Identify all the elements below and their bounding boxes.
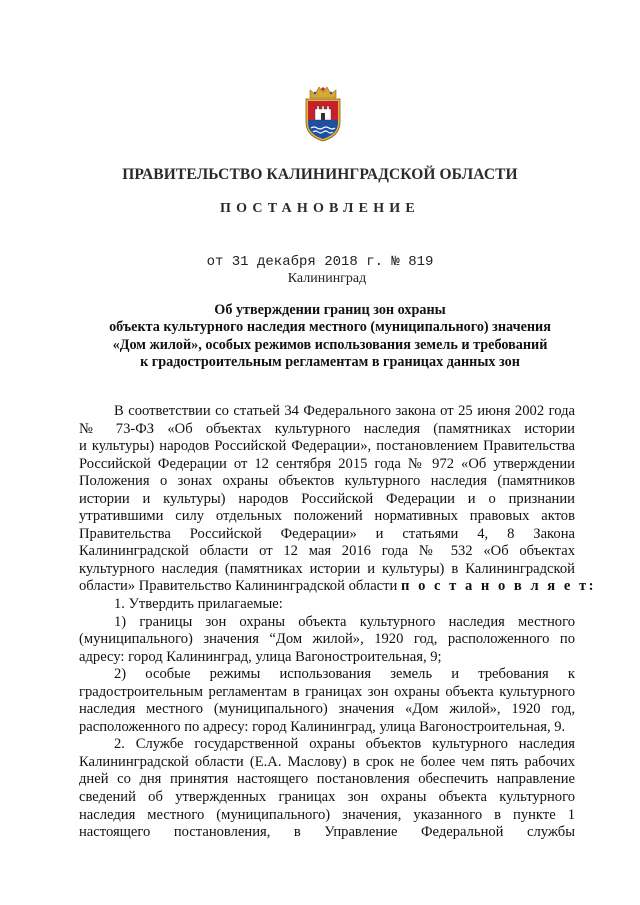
document-body: [79, 403, 596, 842]
body-line: истории и культуры) народов Российской Федерации и о признании: [79, 490, 575, 507]
body-line: (муниципального) значения “Дом жилой», 1920 год, расположенного по: [79, 631, 575, 648]
body-line: культурного наследия (памятниках истории и культуры) в Калининградской: [79, 560, 575, 577]
body-line: расположенного по адресу: город Калининград, улица Вагоностроительная, 9.: [79, 718, 566, 735]
body-line-text: области» Правительство Калининградской области: [79, 578, 398, 595]
body-line-with-decree-word: [79, 578, 596, 596]
body-line: дней со дня принятия настоящего постановления обеспечить направление: [79, 771, 575, 788]
date-and-number: от 31 декабря 2018 г. № 819: [206, 254, 434, 270]
body-line: 1) границы зон охраны объекта культурного наследия местного: [114, 613, 575, 630]
body-line: В соответствии со статьей 34 Федерального закона от 25 июня 2002 года: [114, 403, 575, 419]
decree-word: п о с т а н о в л я е т:: [401, 578, 596, 595]
body-line: наследия местного (муниципального) значения, указанного в пункте 1: [79, 806, 575, 823]
government-name: ПРАВИТЕЛЬСТВО КАЛИНИНГРАДСКОЙ ОБЛАСТИ: [122, 166, 518, 183]
body-line: Положения о зонах охраны объектов культурного наследия (памятников: [79, 473, 575, 490]
body-line: 2) особые режимы использования земель и требования к: [114, 666, 575, 683]
subject-line: объекта культурного наследия местного (муниципального) значения: [109, 319, 551, 336]
city: Калининград: [287, 271, 367, 286]
subject-line: «Дом жилой», особых режимов использования земель и требований: [112, 336, 548, 353]
body-line: Правительства Российской Федерации» и статьями 4, 8 Закона: [79, 525, 575, 542]
body-line: наследия местного (муниципального) значения «Дом жилой», 1920 год,: [79, 701, 575, 718]
body-line: Калининградской области (Е.А. Маслову) в срок не более чем пять рабочих: [79, 753, 575, 770]
body-line: градостроительным регламентам в границах зон охраны объекта культурного: [79, 683, 575, 700]
body-line: Российской Федерации от 12 сентября 2015 года № 972 «Об утверждении: [79, 455, 575, 472]
body-line: настоящего постановления, в Управление Федеральной службы: [79, 824, 575, 841]
body-line: Калининградской области от 12 мая 2016 года № 532 «Об объектах: [79, 543, 575, 560]
body-line: адресу: город Калининград, улица Вагоностроительная, 9;: [79, 648, 442, 665]
body-line: и культуры) народов Российской Федерации», постановлением Правительства: [79, 438, 575, 455]
subject-line: к градостроительным регламентам в границах данных зон: [140, 353, 520, 370]
kaliningrad-coat-of-arms-icon: [302, 84, 344, 142]
body-line: 2. Службе государственной охраны объектов культурного наследия: [114, 736, 575, 753]
document-type: ПОСТАНОВЛЕНИЕ: [220, 201, 420, 216]
decree-subject: [90, 302, 570, 371]
body-line: № 73-ФЗ «Об объектах культурного наследия (памятниках истории: [79, 420, 575, 437]
body-line: утратившими силу отдельных положений нормативных правовых актов: [79, 508, 575, 525]
subject-line: Об утверждении границ зон охраны: [214, 302, 446, 318]
body-line: 1. Утвердить прилагаемые:: [114, 596, 283, 613]
body-line: сведений об утвержденных границах зон охраны объекта культурного: [79, 789, 575, 806]
